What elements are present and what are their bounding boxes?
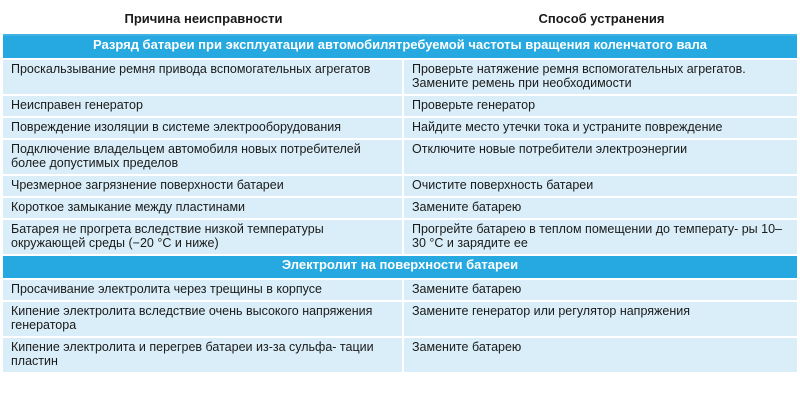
header-cause: Причина неисправности	[3, 3, 403, 35]
header-remedy: Способ устранения	[403, 3, 797, 35]
table-header-row	[3, 3, 797, 35]
table-row	[3, 59, 797, 95]
remedy-cell: Проверьте натяжение ремня вспомогательных агрегатов. Замените ремень при необходимости	[403, 59, 797, 95]
table-row	[3, 301, 797, 337]
cause-cell: Чрезмерное загрязнение поверхности батареи	[3, 175, 403, 197]
troubleshooting-table-wrapper	[3, 3, 797, 372]
remedy-cell: Проверьте генератор	[403, 95, 797, 117]
remedy-cell: Замените батарею	[403, 337, 797, 372]
remedy-cell: Замените батарею	[403, 279, 797, 301]
table-row	[3, 279, 797, 301]
table-row	[3, 337, 797, 372]
cause-cell: Короткое замыкание между пластинами	[3, 197, 403, 219]
remedy-cell: Прогрейте батарею в теплом помещении до температу- ры 10–30 °С и зарядите ее	[403, 219, 797, 255]
cause-cell: Неисправен генератор	[3, 95, 403, 117]
remedy-cell: Замените генератор или регулятор напряжения	[403, 301, 797, 337]
remedy-cell: Очистите поверхность батареи	[403, 175, 797, 197]
cause-cell: Повреждение изоляции в системе электрооборудования	[3, 117, 403, 139]
remedy-cell: Найдите место утечки тока и устраните повреждение	[403, 117, 797, 139]
troubleshooting-table	[3, 3, 797, 372]
section-title: Разряд батареи при эксплуатации автомобилятребуемой частоты вращения коленчатого вала	[3, 35, 797, 59]
cause-cell: Кипение электролита вследствие очень высокого напряжения генератора	[3, 301, 403, 337]
table-row	[3, 197, 797, 219]
table-row	[3, 175, 797, 197]
cause-cell: Кипение электролита и перегрев батареи из-за сульфа- тации пластин	[3, 337, 403, 372]
cause-cell: Просачивание электролита через трещины в корпусе	[3, 279, 403, 301]
bottom-right-fade	[620, 392, 800, 412]
remedy-cell: Замените батарею	[403, 197, 797, 219]
section-header-discharge	[3, 35, 797, 59]
section-title: Электролит на поверхности батареи	[3, 255, 797, 279]
table-row	[3, 117, 797, 139]
remedy-cell: Отключите новые потребители электроэнергии	[403, 139, 797, 175]
table-row	[3, 139, 797, 175]
table-row	[3, 95, 797, 117]
cause-cell: Проскальзывание ремня привода вспомогательных агрегатов	[3, 59, 403, 95]
cause-cell: Подключение владельцем автомобиля новых потребителей более допустимых пределов	[3, 139, 403, 175]
cause-cell: Батарея не прогрета вследствие низкой температуры окружающей среды (−20 °С и ниже)	[3, 219, 403, 255]
section-header-electrolyte	[3, 255, 797, 279]
table-row	[3, 219, 797, 255]
